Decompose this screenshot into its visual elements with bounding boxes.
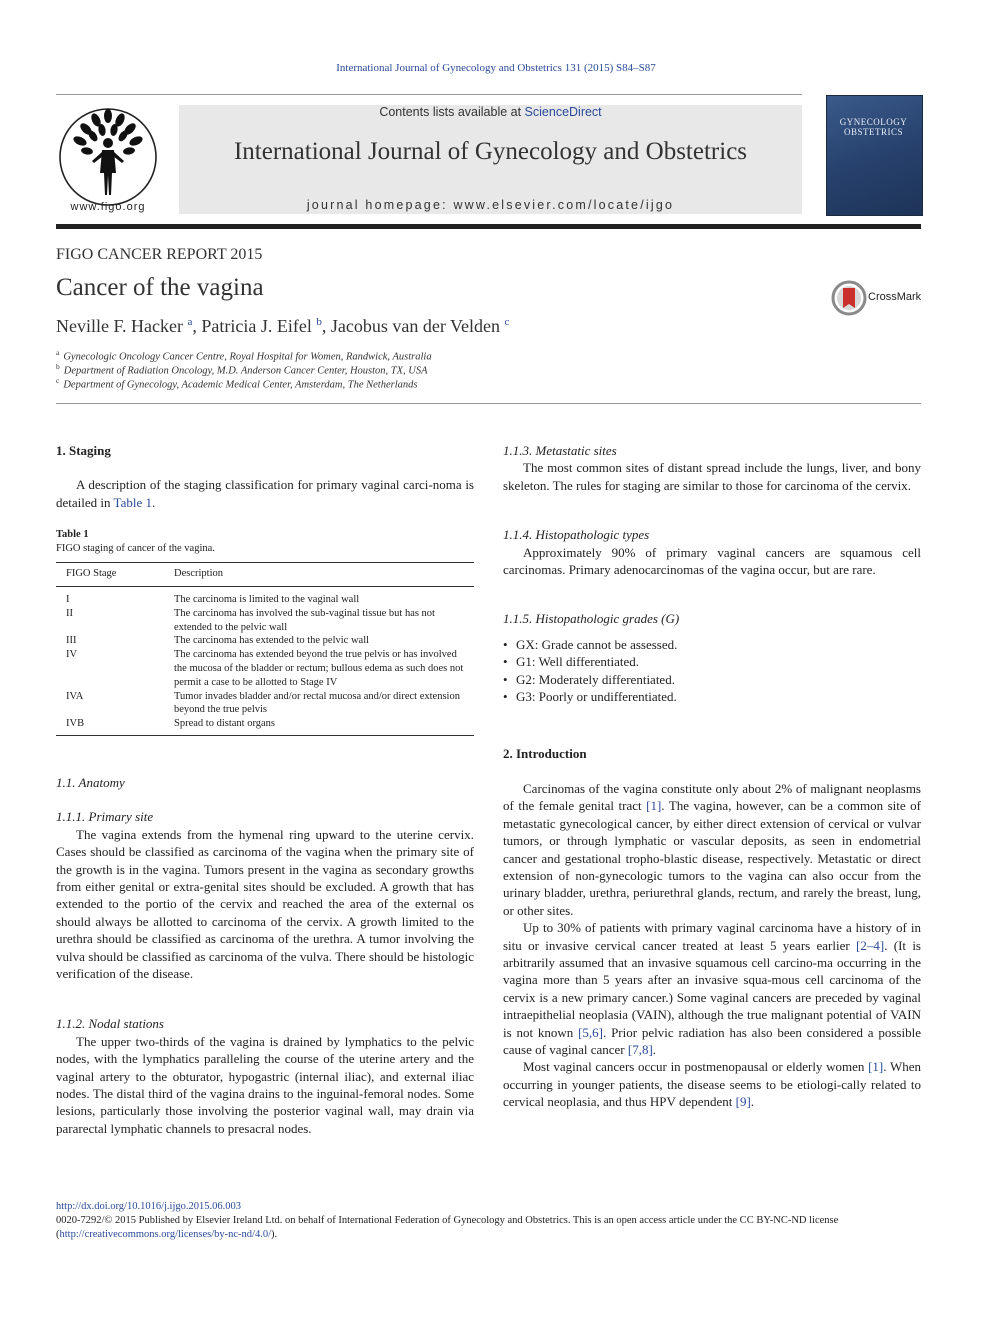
nodal-stations-paragraph: The upper two-thirds of the vagina is drained by lymphatics to the pelvic nodes, with the lymphatics paralleling the course of the uterine artery and the vaginal artery to the obturator, hypogastric (internal iliac), and external iliac nodes. The distal third of the vagina drains to the inguinal-femoral nodes. Some lesions, particularly those involving the posterior vaginal wall, may drain via pararectal lymphatic channels to presacral nodes.	[56, 1033, 474, 1136]
histopathologic-types-paragraph: Approximately 90% of primary vaginal cancers are squamous cell carcinomas. Primary adenocarcinomas of the vagina occur, but are rare.	[503, 544, 921, 578]
journal-cover-image	[826, 95, 923, 216]
table-cell-stage: IVA	[66, 690, 84, 702]
author-affiliation-link[interactable]: a	[187, 316, 193, 328]
sciencedirect-link[interactable]: ScienceDirect	[524, 105, 602, 119]
list-item: • G2: Moderately differentiated.	[503, 671, 921, 688]
table-cell-stage: III	[66, 635, 77, 647]
affiliation-divider	[56, 403, 921, 404]
reference-link[interactable]: [1]	[868, 1059, 884, 1075]
header-divider	[56, 94, 802, 95]
reference-link[interactable]: [2–4]	[856, 937, 885, 953]
author-name: Patricia J. Eifel	[201, 316, 312, 336]
affiliation: $^c$ Department of Gynecology, Academic Medical Center, Amsterdam, The Netherlands	[56, 376, 418, 391]
table-cell-description: The carcinoma has extended beyond the true pelvis or has involved the mucosa of the bladder or rectum; bullous edema as such does not permit a case to be allotted to Stage IV	[174, 649, 464, 688]
cover-title: GYNECOLOGY OBSTETRICS	[839, 117, 908, 137]
header-thick-rule	[56, 224, 921, 229]
table-header-cell: Description	[174, 563, 474, 587]
reference-link[interactable]: [1]	[646, 798, 662, 814]
list-item: • GX: Grade cannot be assessed.	[503, 636, 921, 653]
subsection-heading-anatomy: 1.1. Anatomy	[56, 774, 125, 790]
table-row	[56, 690, 474, 718]
table-label: Table 1	[56, 529, 89, 541]
table-cell-stage: II	[66, 607, 73, 619]
author-affiliation-link[interactable]: c	[504, 316, 510, 328]
journal-homepage[interactable]: journal homepage: www.elsevier.com/locate/ijgo	[306, 198, 675, 212]
primary-site-paragraph: The vagina extends from the hymenal ring upward to the uterine cervix. Cases should be classified as carcinoma of the vagina when the primary site of the growth is in the vagina. Tumors present in the vagina as secondary growths from either genital or extra-genital sites should be excluded. A growth that has extended to the portio of the cervix and reached the area of the external os should always be allotted to carcinoma of the cervix. A growth limited to the urethra should be classified as carcinoma of the urethra. A tumor involving the vulva should be classified as carcinoma of the vulva. There should be histologic verification of the disease.	[56, 826, 474, 982]
affiliation: $^b$ Department of Radiation Oncology, M.D. Anderson Cancer Center, Houston, TX, USA	[56, 362, 428, 377]
section-heading-introduction: 2. Introduction	[503, 746, 587, 762]
author-list: Neville F. Hacker $^a$, Patricia J. Eifel $^b$, Jacobus van der Velden $^c$	[56, 316, 510, 336]
table-cell-stage: IVB	[66, 718, 85, 730]
subsection-heading-nodal-stations: 1.1.2. Nodal stations	[56, 1016, 164, 1032]
copyright-text: 0020-7292/© 2015 Published by Elsevier Ireland Ltd. on behalf of International Federation of Gynecology and Obstetrics. This is an open access article under the CC BY-NC-ND license	[56, 1215, 839, 1226]
affiliation: $^a$ Gynecologic Oncology Cancer Centre, Royal Hospital for Women, Randwick, Australia	[56, 348, 432, 363]
table-row	[56, 648, 474, 689]
section-heading-staging: 1. Staging	[56, 443, 111, 458]
subsection-heading-metastatic-sites: 1.1.3. Metastatic sites	[503, 443, 617, 458]
license-line: (http://creativecommons.org/licenses/by-nc-nd/4.0/).	[56, 1229, 278, 1240]
crossmark-icon[interactable]	[831, 280, 867, 316]
table-header-row	[56, 563, 474, 587]
table-header-cell: FIGO Stage	[56, 563, 174, 587]
right-column	[503, 442, 921, 1111]
figo-logo	[56, 103, 160, 215]
figo-url[interactable]: www.figo.org	[70, 201, 146, 213]
table-row	[56, 634, 474, 648]
article-title: Cancer of the vagina	[56, 274, 264, 301]
author-name: Neville F. Hacker	[56, 316, 184, 336]
table-cell-description: The carcinoma has extended to the pelvic wall	[174, 635, 370, 647]
grades-list	[503, 636, 921, 706]
staging-paragraph: A description of the staging classification for primary vaginal carci-noma is detailed in Table 1.	[56, 477, 474, 510]
table-cell-description: The carcinoma has involved the sub-vaginal tissue but has not extended to the pelvic wall	[174, 607, 435, 633]
subsection-heading-primary-site: 1.1.1. Primary site	[56, 809, 154, 825]
table-cell-description: Spread to distant organs	[174, 718, 276, 730]
introduction-paragraph: Most vaginal cancers occur in postmenopausal or elderly women [1]. When occurring in younger patients, the disease seems to be etiologi-cally related to cervical neoplasia, and thus HPV dependent [9].	[503, 1059, 921, 1110]
table-row	[56, 717, 474, 735]
reference-link[interactable]: [5,6]	[578, 1024, 604, 1040]
journal-reference[interactable]: International Journal of Gynecology and Obstetrics 131 (2015) S84–S87	[336, 62, 656, 74]
doi-link[interactable]: http://dx.doi.org/10.1016/j.ijgo.2015.06.003	[56, 1201, 242, 1212]
footer	[56, 1200, 921, 1242]
table-cell-stage: IV	[66, 649, 78, 661]
report-label: FIGO CANCER REPORT 2015	[56, 246, 263, 263]
subsection-heading-grades: 1.1.5. Histopathologic grades (G)	[503, 611, 680, 627]
contents-line: Contents lists available at ScienceDirect	[379, 105, 602, 119]
author-affiliation-link[interactable]: b	[316, 316, 322, 328]
table-cell-description: The carcinoma is limited to the vaginal wall	[174, 594, 360, 606]
crossmark-label[interactable]: CrossMark	[868, 291, 922, 303]
list-item: • G1: Well differentiated.	[503, 653, 921, 670]
introduction-paragraph: Carcinomas of the vagina constitute only about 2% of malignant neoplasms of the female genital tract [1]. The vagina, however, can be a common site of metastatic gynecological cancer, by either direct extension of cervical or vulvar tumors, or through lymphatic or vascular deposits, as seen in endometrial cancer and gestational tropho-blastic disease, respectively. Metastatic or direct extension of non-gynecologic tumors to the vagina can also occur from the urinary bladder, urethra, periurethral glands, rectum, and rarely the breast, lung, or other sites.	[503, 780, 921, 918]
table-caption: FIGO staging of cancer of the vagina.	[56, 543, 215, 555]
introduction-paragraph: Up to 30% of patients with primary vaginal carcinoma have a history of in situ or invasive cervical cancer treated at least 5 years earlier [2–4]. (It is arbitrarily assumed that an invasive squamous cell carcino-ma occurring in the vagina more than 5 years after an invasive squa-mous cell carcinoma of the cervix is a new primary cancer.) Some vaginal cancers are preceded by vaginal intraepithelial neoplasia (VAIN), although the true malignant potential of VAIN is not known [5,6]. Prior pelvic radiation has also been considered a possible cause of vaginal cancer [7,8].	[503, 920, 921, 1057]
table-1	[56, 528, 474, 736]
list-item: • G3: Poorly or undifferentiated.	[503, 688, 921, 705]
license-link[interactable]: http://creativecommons.org/licenses/by-nc-nd/4.0/	[59, 1229, 272, 1240]
staging-table	[56, 562, 474, 736]
table-row	[56, 607, 474, 635]
reference-link[interactable]: [9]	[735, 1094, 751, 1110]
reference-link[interactable]: [7,8]	[627, 1041, 653, 1057]
table-cell-description: Tumor invades bladder and/or rectal mucosa and/or direct extension beyond the true pelvis	[174, 690, 460, 716]
author-name: Jacobus van der Velden	[330, 316, 500, 336]
table-cell-stage: I	[66, 594, 70, 606]
journal-title: International Journal of Gynecology and Obstetrics	[233, 138, 748, 165]
left-column	[56, 442, 474, 1137]
metastatic-sites-paragraph: The most common sites of distant spread include the lungs, liver, and bony skeleton. The rules for staging are similar to those for carcinoma of the cervix.	[503, 460, 921, 493]
subsection-heading-histopathologic-types: 1.1.4. Histopathologic types	[503, 527, 650, 543]
table-1-link[interactable]: Table 1	[113, 494, 152, 510]
table-row	[56, 587, 474, 607]
